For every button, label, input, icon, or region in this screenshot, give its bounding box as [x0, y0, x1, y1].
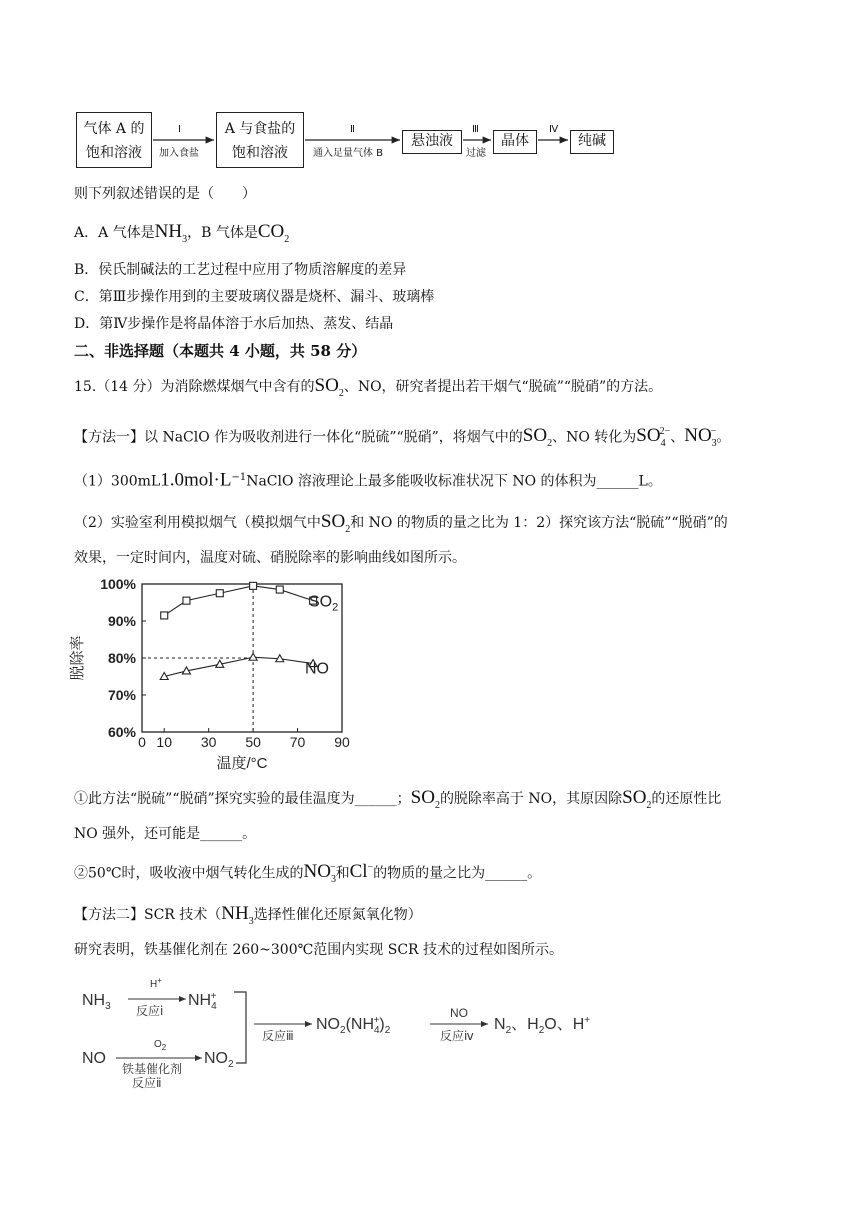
- flow-box-soda: 纯碱: [570, 130, 614, 154]
- y-tick-label: 60%: [107, 724, 136, 740]
- data-point-no: [249, 653, 257, 660]
- question-stem: 则下列叙述错误的是（ ）: [74, 186, 256, 202]
- flow-arrows: [0, 0, 860, 180]
- x-tick-label: 50: [245, 734, 261, 750]
- step-2-numeral: Ⅱ: [350, 124, 355, 135]
- option-a: A．A 气体是$NH_3$，B 气体是$CO_2$: [74, 221, 290, 245]
- subq-2: ②50℃时，吸收液中烟气转化生成的$NO_3^-$和Cl−的物质的量之比为______。: [74, 861, 542, 886]
- y-axis-label: 脱除率: [69, 635, 86, 681]
- section-heading: 二、非选择题（本题共 4 小题，共 58 分）: [74, 342, 367, 360]
- flow-box-crystal: 晶体: [493, 130, 537, 154]
- y-tick-label: 80%: [107, 650, 136, 666]
- data-point-so2: [216, 590, 223, 597]
- q15-intro: 15.（14 分）为消除燃煤烟气中含有的$SO_2$、NO，研究者提出若干烟气“脱硫”“脱硝”的方法。: [74, 375, 663, 399]
- series-label-so2: $SO_2$: [309, 593, 339, 614]
- scr-no-reagent: NO: [450, 1006, 468, 1020]
- scr-reaction-1: 反应ⅰ: [136, 1004, 164, 1018]
- scr-intermediate: $NO_2(NH_4+)_2$: [316, 1015, 391, 1036]
- scr-products: $N_2$、$H_2O$、H+: [494, 1015, 591, 1036]
- method-one: 【方法一】以 NaClO 作为吸收剂进行一体化“脱硫”“脱硝”，将烟气中的$SO_2$、NO 转化为$SO_4^{2-}$、$NO_3^-$。: [74, 425, 731, 450]
- y-tick-label: 70%: [107, 687, 136, 703]
- scr-reaction-4: 反应ⅳ: [440, 1029, 474, 1043]
- step-1-label: 加入食盐: [159, 148, 199, 159]
- x-tick-label: 90: [334, 734, 350, 750]
- flow-box-gas-a: 气体 A 的 饱和溶液: [76, 112, 152, 168]
- subq-1-line-1: ①此方法“脱硫”“脱硝”探究实验的最佳温度为______；$SO_2$的脱除率高于 NO，其原因除$SO_2$的还原性比: [74, 787, 722, 811]
- scr-nh4: $NH_4+$: [188, 991, 217, 1012]
- x-tick-label: 10: [156, 734, 173, 750]
- data-point-so2: [183, 597, 190, 604]
- series-label-no: NO: [305, 660, 329, 678]
- x-axis-label: 温度/°C: [216, 755, 268, 772]
- part-1: $(1)300mL1.0mol\cdot L^{-1}NaClO$ 溶液理论上最多能吸收标准状况下 NO 的体积为______L。: [74, 469, 662, 491]
- y-tick-label: 90%: [107, 613, 136, 629]
- removal-rate-chart: [60, 572, 360, 772]
- scr-no: NO: [82, 1050, 106, 1067]
- y-tick-label: 100%: [100, 576, 136, 592]
- scr-reaction-2: 反应ⅱ: [132, 1076, 162, 1090]
- x-tick-label: 30: [200, 734, 217, 750]
- option-c: C．第Ⅲ步操作用到的主要玻璃仪器是烧杯、漏斗、玻璃棒: [74, 289, 435, 305]
- scr-o2: $O_2$: [154, 1039, 167, 1052]
- scr-catalyst: 铁基催化剂: [122, 1062, 183, 1076]
- step-3-label: 过滤: [466, 148, 486, 159]
- step-4-numeral: Ⅳ: [549, 124, 559, 135]
- scr-nh3: $NH_3$: [82, 992, 111, 1012]
- scr-no2: $NO_2$: [204, 1050, 234, 1070]
- option-b: B．侯氏制碱法的工艺过程中应用了物质溶解度的差异: [74, 262, 407, 278]
- part-2-line-1: （2）实验室利用模拟烟气（模拟烟气中$SO_2$和 NO 的物质的量之比为 1：2）探究该方法“脱硫”“脱硝”的: [74, 511, 728, 535]
- data-point-so2: [250, 582, 257, 589]
- data-point-so2: [276, 586, 283, 593]
- subq-1-line-2: NO 强外，还可能是______。: [74, 826, 257, 842]
- option-d: D．第Ⅳ步操作是将晶体溶于水后加热、蒸发、结晶: [74, 316, 394, 332]
- step-1-numeral: Ⅰ: [178, 124, 181, 135]
- scr-reaction-3: 反应ⅲ: [262, 1029, 294, 1043]
- part-2-line-2: 效果，一定时间内，温度对硫、硝脱除率的影响曲线如图所示。: [74, 550, 466, 566]
- flow-box-suspension: 悬浊液: [402, 130, 462, 154]
- step-2-label: 通入足量气体 B: [313, 148, 384, 159]
- scr-process-diagram: [70, 975, 630, 1090]
- data-point-so2: [161, 612, 168, 619]
- step-3-numeral: Ⅲ: [472, 124, 479, 135]
- x-tick-label: 70: [289, 734, 306, 750]
- scr-h-plus: H+: [150, 976, 162, 990]
- flow-box-a-salt: A 与食盐的 饱和溶液: [216, 112, 304, 168]
- method-two: 【方法二】SCR 技术（$NH_3$选择性催化还原氮氧化物）: [74, 903, 422, 927]
- method-two-desc: 研究表明，铁基催化剂在 260~300℃范围内实现 SCR 技术的过程如图所示。: [74, 942, 564, 958]
- x-tick-label: 0: [138, 734, 146, 750]
